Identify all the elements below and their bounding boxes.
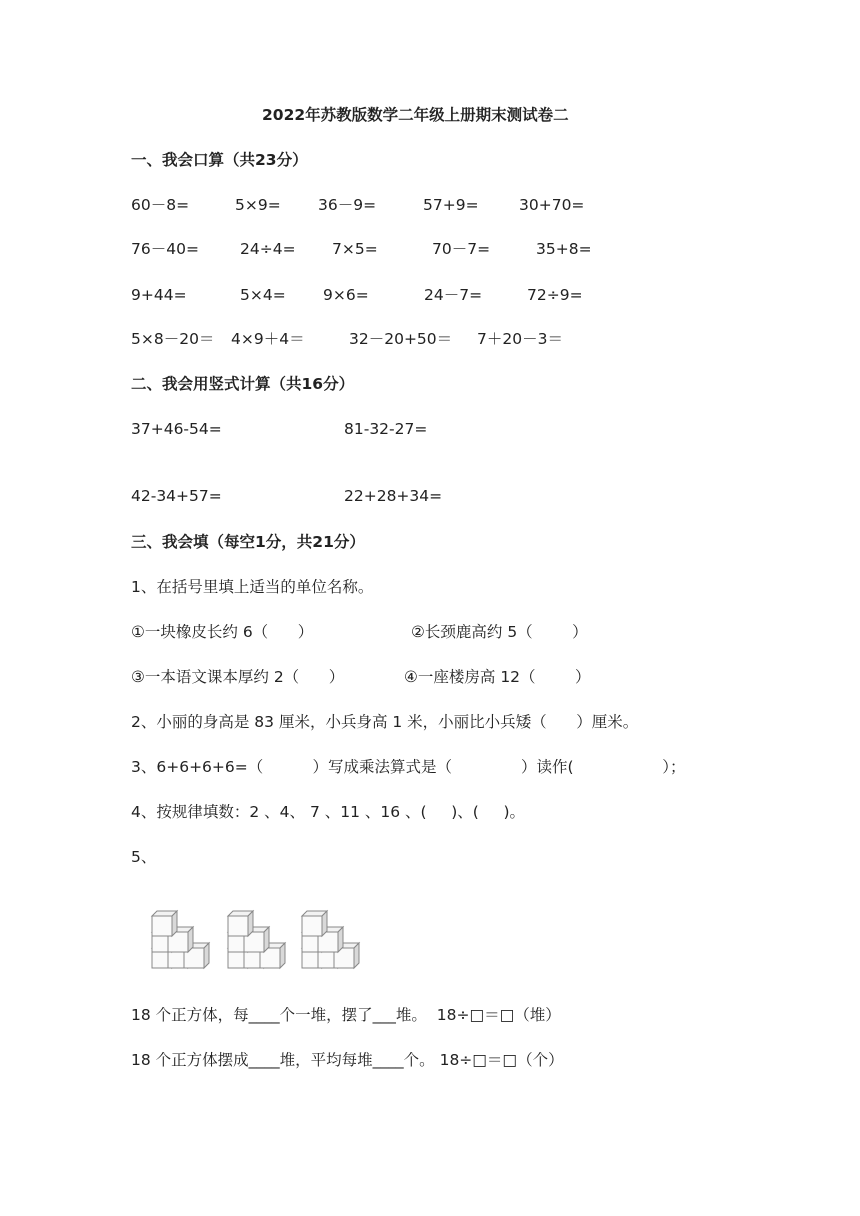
mental-calc-item: 7＋20－3＝ <box>477 330 563 348</box>
question-4: 4、按规律填数：2 、4、 7 、11 、16 、( )、( )。 <box>131 803 525 821</box>
mental-calc-item: 76－40= <box>131 240 199 258</box>
cube-stacks-figure <box>150 904 370 970</box>
vertical-calc-item: 22+28+34= <box>344 487 443 505</box>
mental-calc-item: 30+70= <box>519 196 585 214</box>
question-5b: 18 个正方体摆成____堆，平均每堆____个。 18÷□＝□（个） <box>131 1051 564 1069</box>
mental-calc-item: 5×4= <box>240 286 286 304</box>
question-1b: ②长颈鹿高约 5（ ） <box>411 623 588 641</box>
cube-stack-2 <box>228 911 285 968</box>
question-5: 5、 <box>131 848 157 866</box>
cube-stack-3 <box>302 911 359 968</box>
mental-calc-item: 72÷9= <box>527 286 583 304</box>
vertical-calc-item: 37+46-54= <box>131 420 222 438</box>
question-2: 2、小丽的身高是 83 厘米，小兵身高 1 米，小丽比小兵矮（ ）厘米。 <box>131 713 639 731</box>
question-1: 1、在括号里填上适当的单位名称。 <box>131 578 374 596</box>
section1-heading: 一、我会口算（共23分） <box>131 151 308 169</box>
question-1d: ④一座楼房高 12（ ） <box>404 668 591 686</box>
question-5a: 18 个正方体，每____个一堆，摆了___堆。 18÷□＝□（堆） <box>131 1006 561 1024</box>
vertical-calc-item: 42-34+57= <box>131 487 222 505</box>
question-1c: ③一本语文课本厚约 2（ ） <box>131 668 345 686</box>
mental-calc-item: 60－8= <box>131 196 190 214</box>
mental-calc-item: 9+44= <box>131 286 187 304</box>
question-1a: ①一块橡皮长约 6（ ） <box>131 623 314 641</box>
page-title: 2022年苏教版数学二年级上册期末测试卷二 <box>262 106 569 124</box>
cube-stack-1 <box>152 911 209 968</box>
mental-calc-item: 24－7= <box>424 286 483 304</box>
mental-calc-item: 5×8－20＝ <box>131 330 215 348</box>
mental-calc-item: 7×5= <box>332 240 378 258</box>
question-3: 3、6+6+6+6=（ ）写成乘法算式是（ ）读作( ）； <box>131 758 686 776</box>
mental-calc-item: 24÷4= <box>240 240 296 258</box>
mental-calc-item: 4×9＋4＝ <box>231 330 305 348</box>
vertical-calc-item: 81-32-27= <box>344 420 428 438</box>
section2-heading: 二、我会用竖式计算（共16分） <box>131 375 355 393</box>
mental-calc-item: 5×9= <box>235 196 281 214</box>
mental-calc-item: 9×6= <box>323 286 369 304</box>
mental-calc-item: 57+9= <box>423 196 479 214</box>
mental-calc-item: 36－9= <box>318 196 377 214</box>
mental-calc-item: 35+8= <box>536 240 592 258</box>
mental-calc-item: 32－20+50＝ <box>349 330 453 348</box>
mental-calc-item: 70－7= <box>432 240 491 258</box>
section3-heading: 三、我会填（每空1分，共21分） <box>131 533 365 551</box>
